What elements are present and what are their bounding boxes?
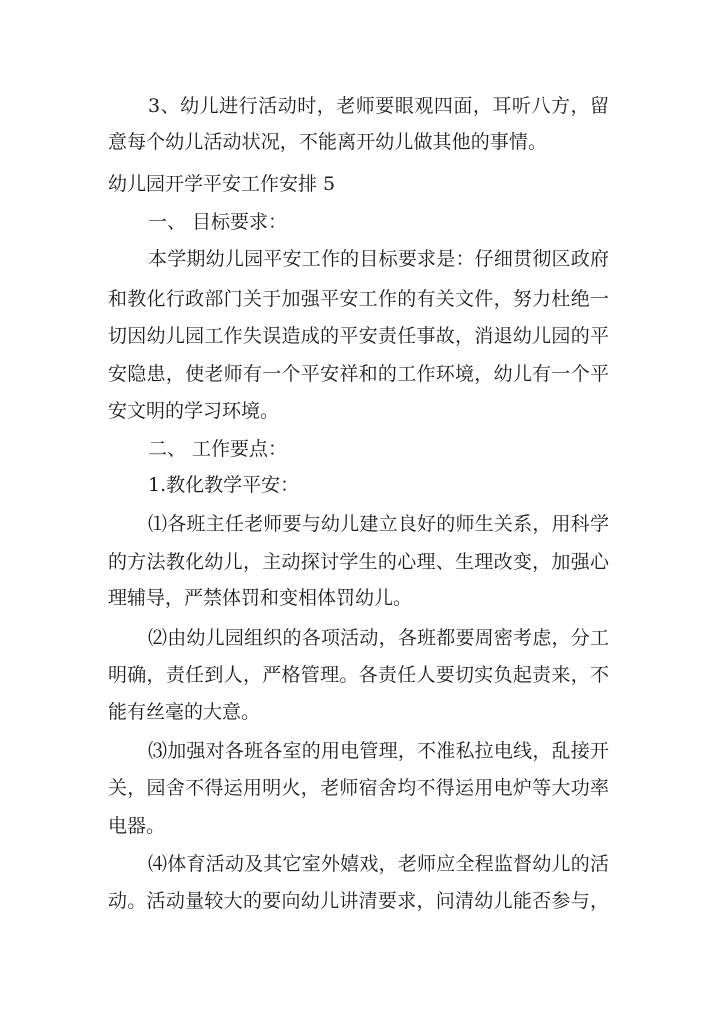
paragraph-line: 电器。 bbox=[108, 815, 166, 837]
paragraph-line: 明确，责任到人，严格管理。各责任人要切实负起责来，不 bbox=[108, 664, 609, 686]
paragraph-line: 的方法教化幼儿，主动探讨学生的心理、生理改变，加强心 bbox=[108, 551, 609, 573]
paragraph-line: 3、幼儿进行活动时，老师要眼观四面，耳听八方，留 bbox=[148, 95, 609, 117]
paragraph-line: ⑶加强对各班各室的用电管理，不准私拉电线，乱接开 bbox=[148, 740, 609, 762]
subheading: 二、 工作要点： bbox=[148, 438, 288, 460]
paragraph-line: 关，园舍不得运用明火，老师宿舍均不得运用电炉等大功率 bbox=[108, 777, 609, 799]
section-heading: 幼儿园开学平安工作安排 5 bbox=[108, 173, 336, 195]
paragraph-line: 意每个幼儿活动状况，不能离开幼儿做其他的事情。 bbox=[108, 131, 547, 153]
paragraph-line: 安文明的学习环境。 bbox=[108, 400, 280, 422]
paragraph-line: 能有丝毫的大意。 bbox=[108, 701, 261, 723]
paragraph-line: 安隐患，使老师有一个平安祥和的工作环境，幼儿有一个平 bbox=[108, 363, 609, 385]
paragraph-line: ⑵由幼儿园组织的各项活动，各班都要周密考虑，分工 bbox=[148, 627, 609, 649]
paragraph-line: 本学期幼儿园平安工作的目标要求是：仔细贯彻区政府 bbox=[148, 248, 609, 270]
paragraph-line: 理辅导，严禁体罚和变相体罚幼儿。 bbox=[108, 587, 413, 609]
paragraph-line: 切因幼儿园工作失误造成的平安责任事故，消退幼儿园的平 bbox=[108, 325, 609, 347]
list-item-heading: 1.教化教学平安： bbox=[148, 474, 300, 496]
subheading: 一、 目标要求： bbox=[148, 211, 288, 233]
paragraph-line: ⑷体育活动及其它室外嬉戏，老师应全程监督幼儿的活 bbox=[148, 853, 609, 875]
paragraph-line: 动。活动量较大的要向幼儿讲清要求，问清幼儿能否参与， bbox=[108, 890, 609, 912]
paragraph-line: ⑴各班主任老师要与幼儿建立良好的师生关系，用科学 bbox=[148, 513, 609, 535]
paragraph-line: 和教化行政部门关于加强平安工作的有关文件，努力杜绝一 bbox=[108, 288, 609, 310]
